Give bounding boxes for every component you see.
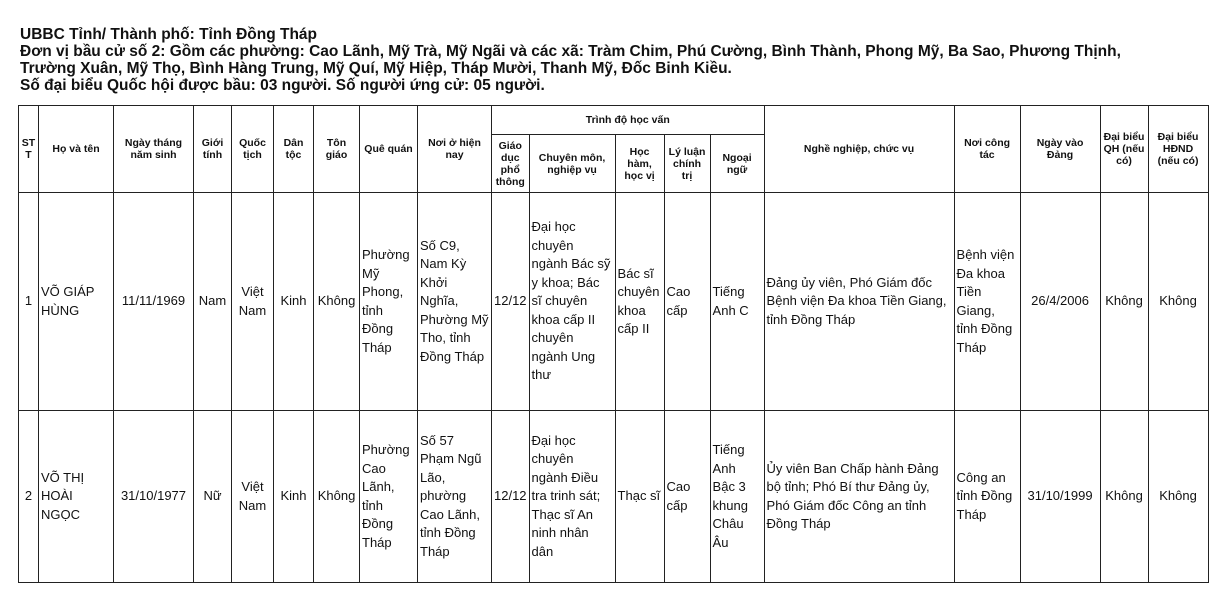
- col-header-gender: Giới tính: [194, 106, 232, 193]
- col-header-occupation: Nghề nghiệp, chức vụ: [764, 106, 954, 193]
- cell-stt: 1: [19, 193, 39, 411]
- cell-hometown: Phường Mỹ Phong, tỉnh Đồng Tháp: [360, 193, 418, 411]
- col-header-general-edu: Giáo dục phổ thông: [492, 135, 530, 193]
- col-header-party-date: Ngày vào Đảng: [1020, 106, 1100, 193]
- cell-na-delegate: Không: [1100, 411, 1148, 583]
- col-header-name: Họ và tên: [39, 106, 114, 193]
- cell-general-edu: 12/12: [492, 193, 530, 411]
- col-header-na-delegate: Đại biểu QH (nếu có): [1100, 106, 1148, 193]
- col-header-ethnicity: Dân tộc: [274, 106, 314, 193]
- col-header-academic: Học hàm, học vị: [615, 135, 664, 193]
- cell-political: Cao cấp: [664, 193, 710, 411]
- cell-ethnicity: Kinh: [274, 411, 314, 583]
- cell-language: Tiếng Anh C: [710, 193, 764, 411]
- cell-name: VÕ GIÁP HÙNG: [39, 193, 114, 411]
- col-header-pc-delegate: Đại biểu HĐND (nếu có): [1148, 106, 1208, 193]
- cell-specialty: Đại học chuyên ngành Điều tra trinh sát; Thạc sĩ An ninh nhân dân: [529, 411, 615, 583]
- cell-residence: Số C9, Nam Kỳ Khởi Nghĩa, Phường Mỹ Tho, tỉnh Đồng Tháp: [418, 193, 492, 411]
- cell-occupation: Đảng ủy viên, Phó Giám đốc Bệnh viện Đa khoa Tiền Giang, tỉnh Đồng Tháp: [764, 193, 954, 411]
- col-header-specialty: Chuyên môn, nghiệp vụ: [529, 135, 615, 193]
- cell-workplace: Công an tỉnh Đồng Tháp: [954, 411, 1020, 583]
- cell-political: Cao cấp: [664, 411, 710, 583]
- cell-gender: Nữ: [194, 411, 232, 583]
- cell-stt: 2: [19, 411, 39, 583]
- cell-academic: Bác sĩ chuyên khoa cấp II: [615, 193, 664, 411]
- col-header-language: Ngoại ngữ: [710, 135, 764, 193]
- cell-religion: Không: [314, 411, 360, 583]
- col-header-residence: Nơi ở hiện nay: [418, 106, 492, 193]
- cell-nationality: Việt Nam: [232, 193, 274, 411]
- cell-workplace: Bệnh viện Đa khoa Tiền Giang, tỉnh Đồng Tháp: [954, 193, 1020, 411]
- header-constituency-continued: Trường Xuân, Mỹ Thọ, Bình Hàng Trung, Mỹ Quí, Mỹ Hiệp, Tháp Mười, Thanh Mỹ, Đốc Binh Kiều.: [20, 60, 732, 77]
- col-header-political: Lý luận chính trị: [664, 135, 710, 193]
- cell-specialty: Đại học chuyên ngành Bác sỹ y khoa; Bác sĩ chuyên khoa cấp II chuyên ngành Ung thư: [529, 193, 615, 411]
- cell-hometown: Phường Cao Lãnh, tỉnh Đồng Tháp: [360, 411, 418, 583]
- header-seat-count: Số đại biểu Quốc hội được bầu: 03 người. Số người ứng cử: 05 người.: [20, 77, 545, 94]
- cell-gender: Nam: [194, 193, 232, 411]
- col-header-dob: Ngày tháng năm sinh: [114, 106, 194, 193]
- col-header-stt: ST T: [19, 106, 39, 193]
- col-header-workplace: Nơi công tác: [954, 106, 1020, 193]
- table-row: [19, 193, 1209, 411]
- cell-ethnicity: Kinh: [274, 193, 314, 411]
- cell-pc-delegate: Không: [1148, 411, 1208, 583]
- cell-academic: Thạc sĩ: [615, 411, 664, 583]
- cell-dob: 11/11/1969: [114, 193, 194, 411]
- cell-name: VÕ THỊ HOÀI NGỌC: [39, 411, 114, 583]
- col-header-nationality: Quốc tịch: [232, 106, 274, 193]
- cell-residence: Số 57 Phạm Ngũ Lão, phường Cao Lãnh, tỉnh Đồng Tháp: [418, 411, 492, 583]
- cell-party-date: 26/4/2006: [1020, 193, 1100, 411]
- col-header-education-group: Trình độ học vấn: [492, 106, 765, 135]
- cell-general-edu: 12/12: [492, 411, 530, 583]
- cell-party-date: 31/10/1999: [1020, 411, 1100, 583]
- cell-pc-delegate: Không: [1148, 193, 1208, 411]
- header-constituency: Đơn vị bầu cử số 2: Gồm các phường: Cao Lãnh, Mỹ Trà, Mỹ Ngãi và các xã: Tràm Chim, Phú Cường, Bình Thành, Phong Mỹ, Ba Sao, Phương Thịnh,: [20, 43, 1121, 60]
- col-header-hometown: Quê quán: [360, 106, 418, 193]
- table-row: [19, 411, 1209, 583]
- cell-nationality: Việt Nam: [232, 411, 274, 583]
- cell-language: Tiếng Anh Bậc 3 khung Châu Âu: [710, 411, 764, 583]
- cell-occupation: Ủy viên Ban Chấp hành Đảng bộ tỉnh; Phó Bí thư Đảng ủy, Phó Giám đốc Công an tỉnh Đồng Tháp: [764, 411, 954, 583]
- col-header-religion: Tôn giáo: [314, 106, 360, 193]
- cell-na-delegate: Không: [1100, 193, 1148, 411]
- cell-dob: 31/10/1977: [114, 411, 194, 583]
- header-province: UBBC Tỉnh/ Thành phố: Tỉnh Đồng Tháp: [20, 26, 318, 43]
- cell-religion: Không: [314, 193, 360, 411]
- candidates-table: [18, 105, 1209, 583]
